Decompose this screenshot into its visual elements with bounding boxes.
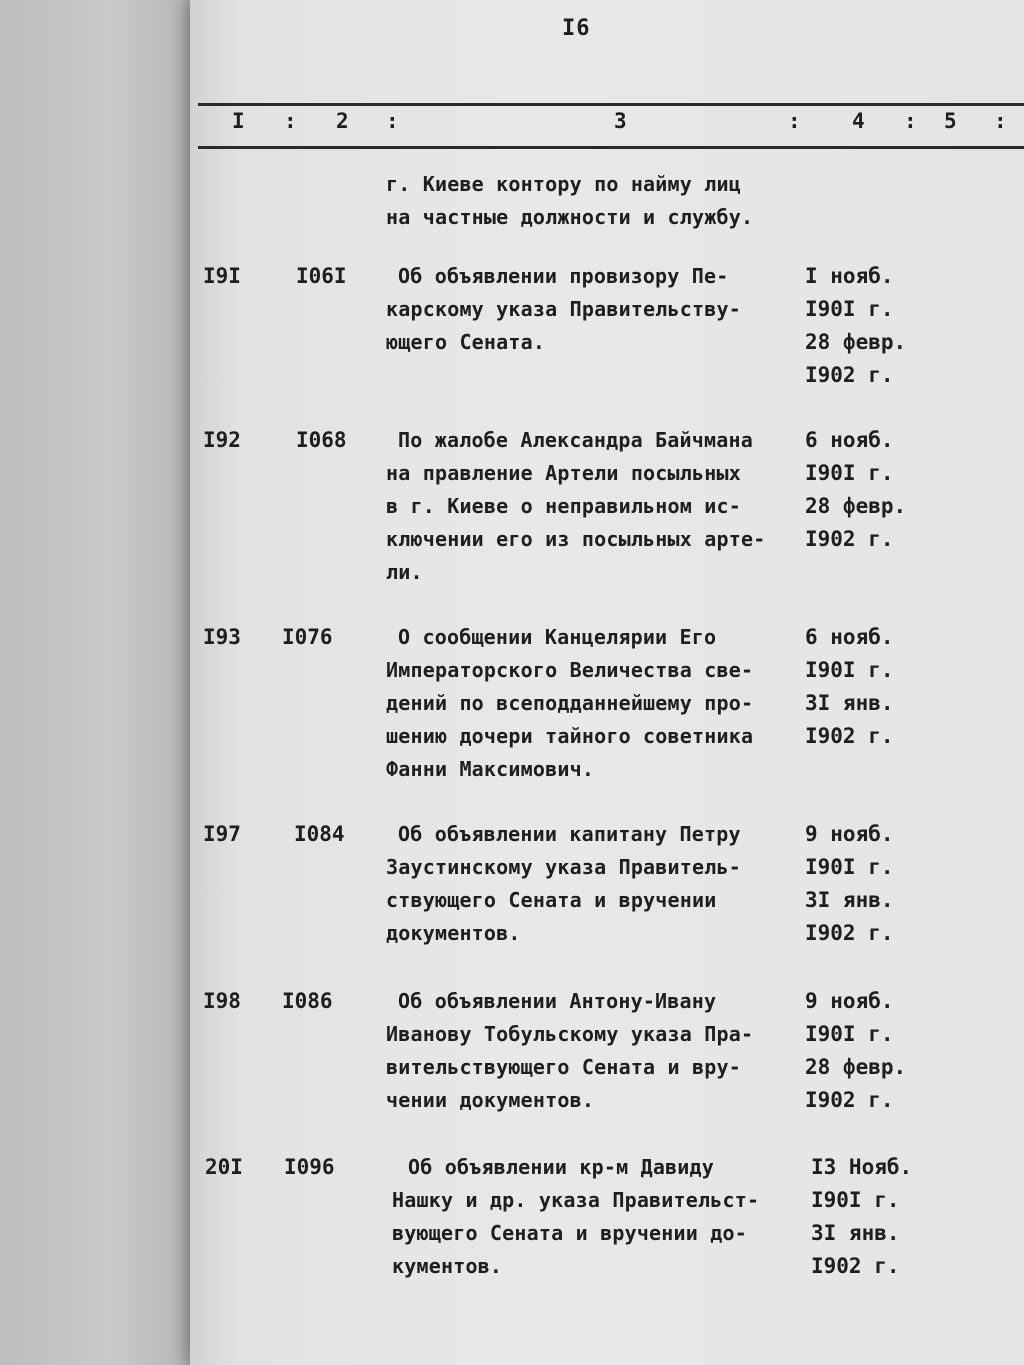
date-line: 28 февр. xyxy=(805,1055,907,1079)
date-line: I3 Нояб. xyxy=(811,1155,913,1179)
entry-number: I92 xyxy=(203,428,241,452)
date-line: 6 нояб. xyxy=(805,428,894,452)
date-line: I902 г. xyxy=(805,363,894,387)
text-line: в г. Киеве о неправильном ис- xyxy=(386,494,741,518)
text-line: Иванову Тобульскому указа Пра- xyxy=(386,1022,754,1046)
date-line: I нояб. xyxy=(805,264,894,288)
date-line: I90I г. xyxy=(805,1022,894,1046)
column-header-5: 5 xyxy=(944,109,957,133)
entry-number: I98 xyxy=(203,989,241,1013)
text-line: чении документов. xyxy=(386,1088,595,1112)
date-line: 9 нояб. xyxy=(805,822,894,846)
text-line: вительствующего Сената и вру- xyxy=(386,1055,741,1079)
text-line: Заустинскому указа Правитель- xyxy=(386,855,741,879)
column-separator: : xyxy=(904,109,917,133)
text-line: дений по всеподданнейшему про- xyxy=(386,691,754,715)
date-line: 28 февр. xyxy=(805,330,907,354)
text-line: Об объявлении капитану Петру xyxy=(398,822,741,846)
text-line: на правление Артели посыльных xyxy=(386,461,741,485)
entry-code: I076 xyxy=(282,625,333,649)
text-line: Об объявлении кр-м Давиду xyxy=(408,1155,715,1179)
date-line: 3I янв. xyxy=(811,1221,900,1245)
entry-code: I084 xyxy=(294,822,345,846)
date-line: I902 г. xyxy=(805,724,894,748)
date-line: 6 нояб. xyxy=(805,625,894,649)
text-line: документов. xyxy=(386,921,521,945)
page-number: I6 xyxy=(562,16,591,41)
column-separator: : xyxy=(284,109,297,133)
text-line: О сообщении Канцелярии Его xyxy=(398,625,717,649)
entry-number: 20I xyxy=(205,1155,243,1179)
header-rule-bottom xyxy=(198,146,1024,149)
text-line: Нашку и др. указа Правительст- xyxy=(392,1188,760,1212)
entry-code: I096 xyxy=(284,1155,335,1179)
header-rule-top xyxy=(198,103,1024,106)
date-line: I902 г. xyxy=(805,921,894,945)
date-line: I902 г. xyxy=(805,527,894,551)
text-line: Фанни Максимович. xyxy=(386,757,595,781)
date-line: 9 нояб. xyxy=(805,989,894,1013)
entry-number: I93 xyxy=(203,625,241,649)
text-line: ли. xyxy=(386,560,423,584)
entry-code: I086 xyxy=(282,989,333,1013)
column-header-1: I xyxy=(232,109,245,133)
entry-number: I97 xyxy=(203,822,241,846)
text-line: Императорского Величества све- xyxy=(386,658,754,682)
text-line: на частные должности и службу. xyxy=(386,205,754,229)
date-line: I902 г. xyxy=(811,1254,900,1278)
text-line: шению дочери тайного советника xyxy=(386,724,754,748)
entry-code: I06I xyxy=(296,264,347,288)
column-separator: : xyxy=(994,109,1007,133)
date-line: 3I янв. xyxy=(805,888,894,912)
text-line: Об объявлении Антону-Ивану xyxy=(398,989,717,1013)
text-line: ключении его из посыльных арте- xyxy=(386,527,766,551)
text-line: Об объявлении провизору Пе- xyxy=(398,264,729,288)
column-header-4: 4 xyxy=(852,109,865,133)
text-line: г. Киеве контору по найму лиц xyxy=(386,172,741,196)
date-line: I90I г. xyxy=(811,1188,900,1212)
column-header-3: 3 xyxy=(614,109,627,133)
column-separator: : xyxy=(788,109,801,133)
entry-number: I9I xyxy=(203,264,241,288)
column-header-2: 2 xyxy=(336,109,349,133)
date-line: 28 февр. xyxy=(805,494,907,518)
date-line: 3I янв. xyxy=(805,691,894,715)
date-line: I90I г. xyxy=(805,297,894,321)
text-line: вующего Сената и вручении до- xyxy=(392,1221,747,1245)
date-line: I90I г. xyxy=(805,855,894,879)
text-line: По жалобе Александра Байчмана xyxy=(398,428,753,452)
date-line: I90I г. xyxy=(805,658,894,682)
text-line: ющего Сената. xyxy=(386,330,546,354)
column-separator: : xyxy=(386,109,399,133)
text-line: кументов. xyxy=(392,1254,503,1278)
date-line: I90I г. xyxy=(805,461,894,485)
entry-code: I068 xyxy=(296,428,347,452)
previous-page-edge xyxy=(0,0,205,1365)
text-line: ствующего Сената и вручении xyxy=(386,888,717,912)
date-line: I902 г. xyxy=(805,1088,894,1112)
text-line: карскому указа Правительству- xyxy=(386,297,741,321)
